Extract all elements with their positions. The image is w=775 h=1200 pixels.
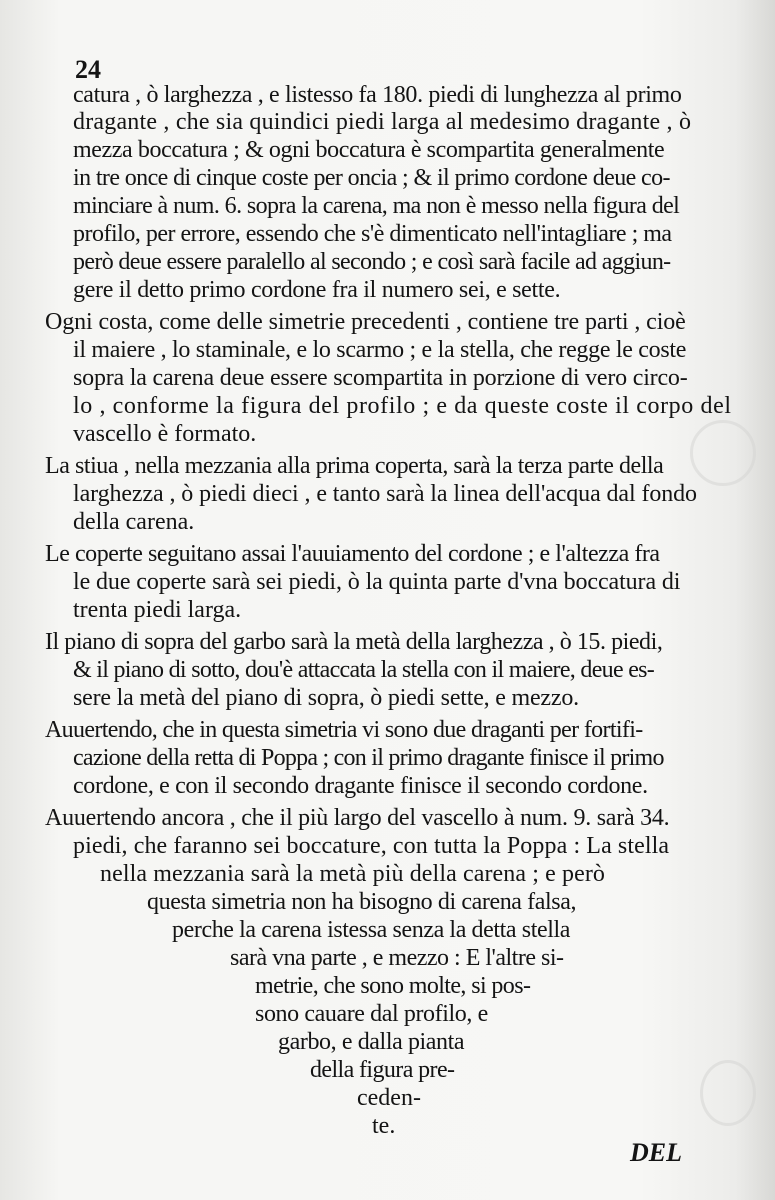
text-line: vascello è formato. (73, 421, 257, 447)
text-line: il maiere , lo staminale, e lo scarmo ; e la stella, che regge le coste (73, 337, 687, 363)
text-line: però deue essere paralello al secondo ; e così sarà facile ad aggiun- (73, 249, 671, 275)
bleed-through-shadow (700, 1060, 756, 1126)
text-line: minciare à num. 6. sopra la carena, ma non è messo nella figura del (73, 193, 680, 219)
text-line: sarà vna parte , e mezzo : E l'altre si- (230, 945, 564, 971)
page-number: 24 (75, 55, 101, 84)
text-line: Ogni costa, come delle simetrie precedenti , contiene tre parti , cioè (45, 309, 686, 335)
text-line: dragante , che sia quindici piedi larga al medesimo dragante , ò (73, 109, 692, 135)
text-line: sere la metà del piano di sopra, ò piedi sette, e mezzo. (73, 685, 579, 711)
text-line: te. (372, 1113, 396, 1139)
text-line: larghezza , ò piedi dieci , e tanto sarà la linea dell'acqua dal fondo (73, 481, 697, 507)
text-line: & il piano di sotto, dou'è attaccata la stella con il maiere, deue es- (73, 657, 655, 683)
text-line: profilo, per errore, essendo che s'è dimenticato nell'intagliare ; ma (73, 221, 672, 247)
text-line: sono cauare dal profilo, e (255, 1001, 488, 1027)
text-line: Auuertendo, che in questa simetria vi sono due draganti per fortifi- (45, 717, 643, 743)
text-line: mezza boccatura ; & ogni boccatura è scompartita generalmente (73, 137, 665, 163)
text-line: cazione della retta di Poppa ; con il primo dragante finisce il primo (73, 745, 664, 771)
text-line: della carena. (73, 509, 195, 535)
text-line: ceden- (357, 1085, 421, 1111)
text-line: trenta piedi larga. (73, 597, 242, 623)
text-line: sopra la carena deue essere scompartita in porzione di vero circo- (73, 365, 688, 391)
catchword: DEL (630, 1138, 682, 1167)
text-line: Auuertendo ancora , che il più largo del vascello à num. 9. sarà 34. (45, 805, 670, 831)
text-line: catura , ò larghezza , e listesso fa 180. piedi di lunghezza al primo (73, 82, 682, 108)
text-line: metrie, che sono molte, si pos- (255, 973, 531, 999)
text-line: nella mezzania sarà la metà più della carena ; e però (100, 861, 606, 887)
text-line: Le coperte seguitano assai l'auuiamento del cordone ; e l'altezza fra (45, 541, 660, 567)
text-line: questa simetria non ha bisogno di carena falsa, (147, 889, 577, 915)
text-line: garbo, e dalla pianta (278, 1029, 465, 1055)
text-line: La stiua , nella mezzania alla prima coperta, sarà la terza parte della (45, 453, 664, 479)
text-line: lo , conforme la figura del profilo ; e da queste coste il corpo del (73, 393, 732, 419)
text-line: piedi, che faranno sei boccature, con tutta la Poppa : La stella (73, 833, 670, 859)
text-line: in tre once di cinque coste per oncia ; & il primo cordone deue co- (73, 165, 670, 191)
text-line: Il piano di sopra del garbo sarà la metà della larghezza , ò 15. piedi, (45, 629, 663, 655)
bleed-through-shadow (690, 420, 756, 486)
text-line: gere il detto primo cordone fra il numero sei, e sette. (73, 277, 561, 303)
text-line: della figura pre- (310, 1057, 455, 1083)
text-line: perche la carena istessa senza la detta stella (172, 917, 571, 943)
text-line: le due coperte sarà sei piedi, ò la quinta parte d'vna boccatura di (73, 569, 681, 595)
text-line: cordone, e con il secondo dragante finisce il secondo cordone. (73, 773, 648, 799)
